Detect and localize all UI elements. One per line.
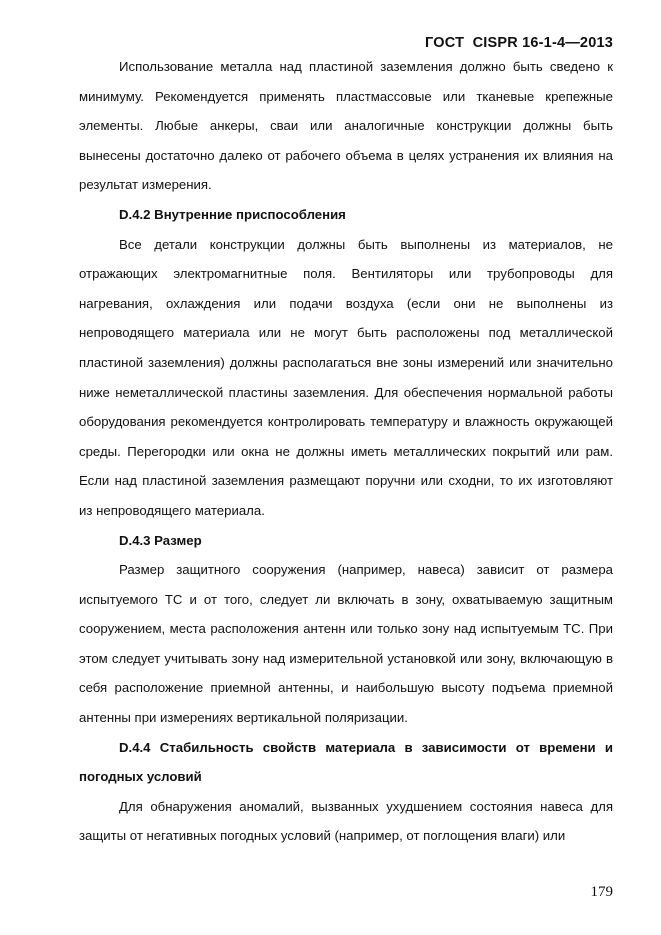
paragraph-metal-usage: Использование металла над пластиной заземления должно быть сведено к минимуму. Рекомендуется применять пластмассовые или тканевые крепежные элементы. Любые анкеры, сваи или аналогичные конструкции должны быть вынесены достаточно далеко от рабочего объема в целях устранения их влияния на результат измерения.	[79, 59, 613, 193]
document-header: ГОСТ CISPR 16-1-4—2013	[425, 35, 613, 51]
section-heading-d44: D.4.4 Стабильность свойств материала в зависимости от времени и погодных условий	[79, 739, 613, 785]
paragraph-anomalies: Для обнаружения аномалий, вызванных ухудшением состояния навеса для защиты от негативных погодных условий (например, от поглощения влаги) или	[79, 798, 613, 844]
page-number: 179	[590, 884, 613, 900]
paragraph-internal-fixtures: Все детали конструкции должны быть выполнены из материалов, не отражающих электромагнитные поля. Вентиляторы или трубопроводы для нагревания, охлаждения или подачи воздуха (если они не выполнены из непроводящего материала или не могут быть расположены под металлической пластиной заземления) должны располагаться вне зоны измерений или значительно ниже неметаллической пластины заземления. Для обеспечения нормальной работы оборудования рекомендуется контролировать температуру и влажность окружающей среды. Перегородки или окна не должны иметь металлических покрытий или рам. Если над пластиной заземления размещают поручни или сходни, то их изготовляют из непроводящего материала.	[79, 236, 613, 518]
document-body	[79, 52, 613, 851]
section-heading-d42: D.4.2 Внутренние приспособления	[119, 206, 346, 222]
paragraph-size: Размер защитного сооружения (например, навеса) зависит от размера испытуемого ТС и от того, следует ли включать в зону, охватываемую защитным сооружением, места расположения антенн или только зону над испытуемым ТС. При этом следует учитывать зону над измерительной установкой или зону, включающую в себя расположение приемной антенны, и наибольшую высоту подъема приемной антенны при измерениях вертикальной поляризации.	[79, 562, 613, 726]
section-heading-d43: D.4.3 Размер	[119, 532, 202, 548]
